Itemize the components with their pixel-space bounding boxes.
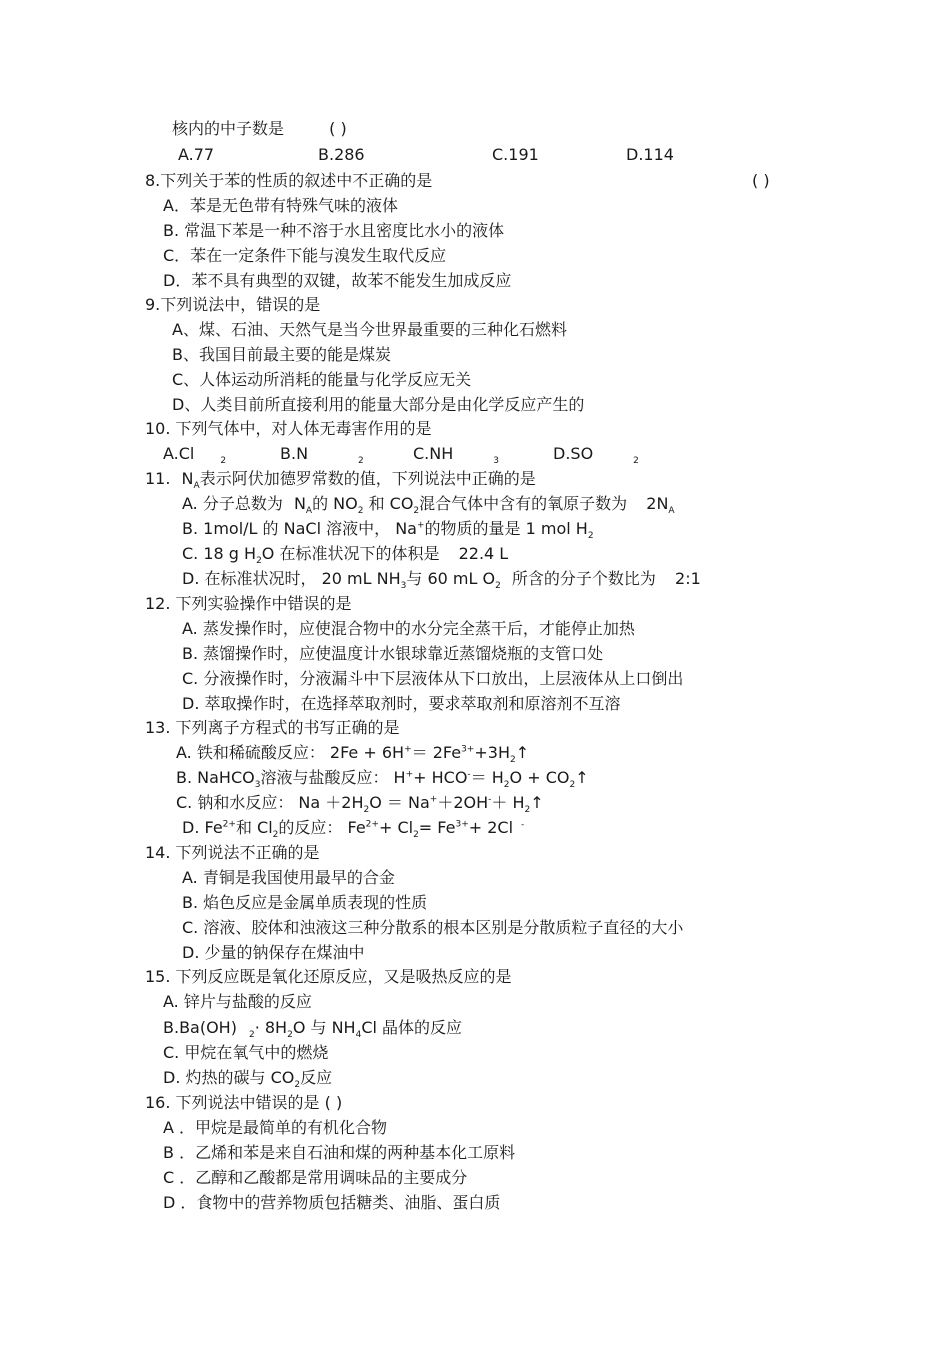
q10-option-a: A.Cl $_2$ [163, 444, 227, 467]
q7-option-a: A.77 [178, 145, 215, 164]
q9-option-d: D、人类目前所直接利用的能量大部分是由化学反应产生的 [172, 395, 585, 414]
q10-stem: 10. 下列气体中，对人体无毒害作用的是 [145, 419, 432, 438]
q8-stem: 8.下列关于苯的性质的叙述中不正确的是 [145, 171, 433, 190]
q15-option-d: D. 灼热的碳与 $CO_2$反应 [163, 1068, 333, 1091]
q10-option-d: D.SO $_2$ [553, 444, 639, 467]
q11-option-c: C. 18 g $H_2O$ 在标准状况下的体积是 22.4 L [182, 544, 509, 567]
q15-option-c: C. 甲烷在氧气中的燃烧 [163, 1043, 329, 1062]
q7-option-d: D.114 [626, 145, 674, 164]
q8-paren: ( ) [752, 171, 770, 190]
q11-stem: 11. $N_A$表示阿伏加德罗常数的值，下列说法中正确的是 [145, 469, 536, 492]
q12-stem: 12. 下列实验操作中错误的是 [145, 594, 352, 613]
q9-stem: 9.下列说法中，错误的是 [145, 295, 321, 314]
q11-option-d: D. 在标准状况时， 20 mL $NH_3$与 60 mL $O_2$ 所含的分子个数比为 2:1 [182, 569, 701, 592]
q10-option-c: C.NH $_3$ [413, 444, 499, 467]
q16-option-b: B ．乙烯和苯是来自石油和煤的两种基本化工原料 [163, 1143, 516, 1162]
q7-stem-tail: 核内的中子数是 ( ) [172, 119, 347, 138]
q12-option-c: C. 分液操作时，分液漏斗中下层液体从下口放出，上层液体从上口倒出 [182, 669, 684, 688]
q9-option-c: C、人体运动所消耗的能量与化学反应无关 [172, 370, 472, 389]
q15-option-a: A. 锌片与盐酸的反应 [163, 992, 312, 1011]
q13-option-b: B. NaHCO$_3$溶液与盐酸反应： $H^++ HCO^-= H_2O$ + $CO_2↑$ [176, 768, 589, 791]
q8-option-c: C．苯在一定条件下能与溴发生取代反应 [163, 246, 447, 265]
q11-option-a: A. 分子总数为 $N_A$的 $NO_2$ 和 $CO_2$混合气体中含有的氧原子数为 $2N_A$ [182, 494, 675, 517]
q13-option-a: A. 铁和稀硫酸反应： $2Fe + 6H^+= 2Fe^{3+}+3H_2↑$ [176, 743, 530, 766]
q8-option-b: B. 常温下苯是一种不溶于水且密度比水小的液体 [163, 221, 505, 240]
q12-option-b: B. 蒸馏操作时，应使温度计水银球靠近蒸馏烧瓶的支管口处 [182, 644, 604, 663]
q11-option-b: B. 1mol/L 的 NaCl 溶液中， Na+的物质的量是 1 mol $H_2$ [182, 519, 594, 542]
q14-option-c: C. 溶液、胶体和浊液这三种分散系的根本区别是分散质粒子直径的大小 [182, 918, 684, 937]
q15-stem: 15. 下列反应既是氧化还原反应，又是吸热反应的是 [145, 967, 512, 986]
q8-option-a: A．苯是无色带有特殊气味的液体 [163, 196, 398, 215]
q14-option-d: D. 少量的钠保存在煤油中 [182, 943, 365, 962]
q16-option-a: A ．甲烷是最简单的有机化合物 [163, 1118, 388, 1137]
q13-stem: 13. 下列离子方程式的书写正确的是 [145, 718, 400, 737]
q14-option-a: A. 青铜是我国使用最早的合金 [182, 868, 395, 887]
q15-option-b: B.Ba(OH) $_2\cdot 8H_2O$ 与 $NH_4Cl$ 晶体的反应 [163, 1018, 463, 1041]
q9-option-a: A、煤、石油、天然气是当今世界最重要的三种化石燃料 [172, 320, 567, 339]
q14-stem: 14. 下列说法不正确的是 [145, 843, 320, 862]
q9-option-b: B、我国目前最主要的能是煤炭 [172, 345, 391, 364]
q12-option-a: A. 蒸发操作时，应使混合物中的水分完全蒸干后，才能停止加热 [182, 619, 635, 638]
q16-stem: 16. 下列说法中错误的是 ( ) [145, 1093, 343, 1112]
q12-option-d: D. 萃取操作时，在选择萃取剂时，要求萃取剂和原溶剂不互溶 [182, 694, 621, 713]
q16-option-d: D ．食物中的营养物质包括糖类、油脂、蛋白质 [163, 1193, 501, 1212]
q8-option-d: D．苯不具有典型的双键，故苯不能发生加成反应 [163, 271, 512, 290]
q10-option-b: B.N $_2$ [280, 444, 364, 467]
q7-option-b: B.286 [318, 145, 365, 164]
q14-option-b: B. 焰色反应是金属单质表现的性质 [182, 893, 428, 912]
q13-option-c: C. 钠和水反应： $Na +2H_2O = Na^++2OH^-+$ $H_2↑$ [176, 793, 544, 816]
q16-option-c: C ．乙醇和乙酸都是常用调味品的主要成分 [163, 1168, 468, 1187]
q13-option-d: D. $Fe^{2+}$和 $Cl_2$的反应： $Fe^{2+}+ Cl_2= Fe^{3+}+ 2Cl$ - [182, 818, 525, 841]
q7-option-c: C.191 [492, 145, 539, 164]
